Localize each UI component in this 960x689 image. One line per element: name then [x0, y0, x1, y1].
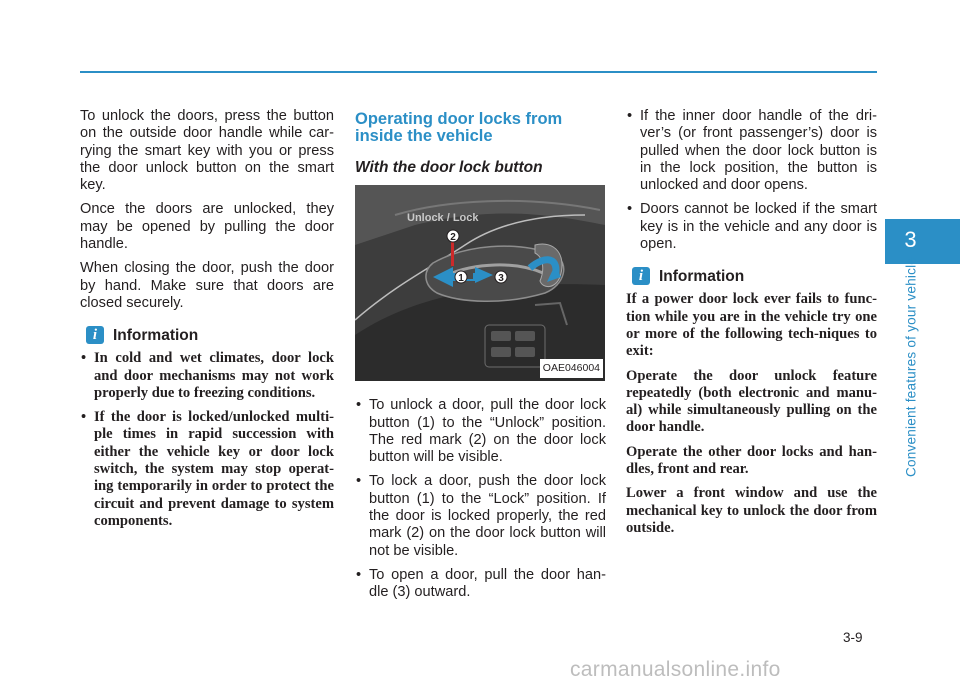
list-item: • If the inner door handle of the dri-ver’s (or front passenger’s) door is pulled when the door lock button is in the lock position, the button is unlocked and door opens. — [627, 108, 877, 194]
callout-1: 1 — [458, 273, 464, 285]
info-list — [80, 350, 334, 530]
info-header — [80, 326, 334, 344]
section-subtitle: With the door lock button — [355, 159, 543, 176]
page-number: 3-9 — [843, 630, 863, 645]
paragraph: Once the doors are unlocked, they may be opened by pulling the door handle. — [80, 201, 334, 253]
right-column — [626, 108, 877, 544]
info-title: Information — [659, 267, 745, 285]
info-icon: i — [632, 267, 650, 285]
unlock-lock-label: Unlock / Lock — [407, 212, 479, 225]
paragraph: To unlock the doors, press the button on the outside door handle while car-rying the smart key with you or press the door unlock button on the smart key. — [80, 108, 334, 194]
info-bullet: • If the door is locked/unlocked multi-ple times in rapid succession with either the vehicle key or door lock switch, the system may stop operat-ing temporarily in order to protect the circuit and prevent damage to system components. — [81, 409, 334, 529]
callout-3: 3 — [498, 273, 504, 285]
door-notes — [626, 108, 877, 253]
info-paragraph: Operate the door unlock feature repeatedly (both electronic and manu-al) while simultaneously pulling on the door handle. — [626, 367, 877, 436]
list-item: • To open a door, pull the door han-dle (3) outward. — [356, 566, 606, 601]
lock-instructions — [355, 397, 606, 601]
info-paragraph: Operate the other door locks and han-dles, front and rear. — [626, 443, 877, 478]
watermark: carmanualsonline.info — [570, 658, 781, 681]
callout-2: 2 — [450, 232, 456, 244]
list-item: • Doors cannot be locked if the smart key is in the vehicle and any door is open. — [627, 201, 877, 253]
left-column — [80, 108, 334, 537]
info-icon: i — [86, 326, 104, 344]
list-item: • To lock a door, push the door lock button (1) to the “Lock” position. If the door is locked properly, the red mark (2) on the door lock button will not be visible. — [356, 473, 606, 559]
info-title: Information — [113, 326, 199, 344]
header-rule — [80, 71, 877, 73]
info-paragraph: Lower a front window and use the mechanical key to unlock the door from outside. — [626, 485, 877, 536]
section-title: Operating door locks from inside the vehicle — [355, 110, 563, 145]
paragraph: When closing the door, push the door by hand. Make sure that doors are closed securely. — [80, 260, 334, 311]
chapter-title: Convenient features of your vehicle — [903, 256, 919, 478]
info-paragraph: If a power door lock ever fails to func-tion while you are in the vehicle try one or more of the following tech-niques to exit: — [626, 291, 877, 360]
door-panel-illustration — [355, 185, 605, 381]
info-header — [626, 267, 877, 285]
figure-code: OAE046004 — [540, 359, 603, 378]
list-item: • To unlock a door, pull the door lock button (1) to the “Unlock” position. The red mark (2) on the door lock button will be visible. — [356, 397, 606, 466]
info-body — [626, 291, 877, 537]
middle-column — [355, 108, 606, 609]
door-lock-figure — [355, 185, 605, 381]
chapter-number: 3 — [904, 227, 917, 252]
info-bullet: • In cold and wet climates, door lock and door mechanisms may not work properly due to freezing conditions. — [81, 350, 334, 401]
